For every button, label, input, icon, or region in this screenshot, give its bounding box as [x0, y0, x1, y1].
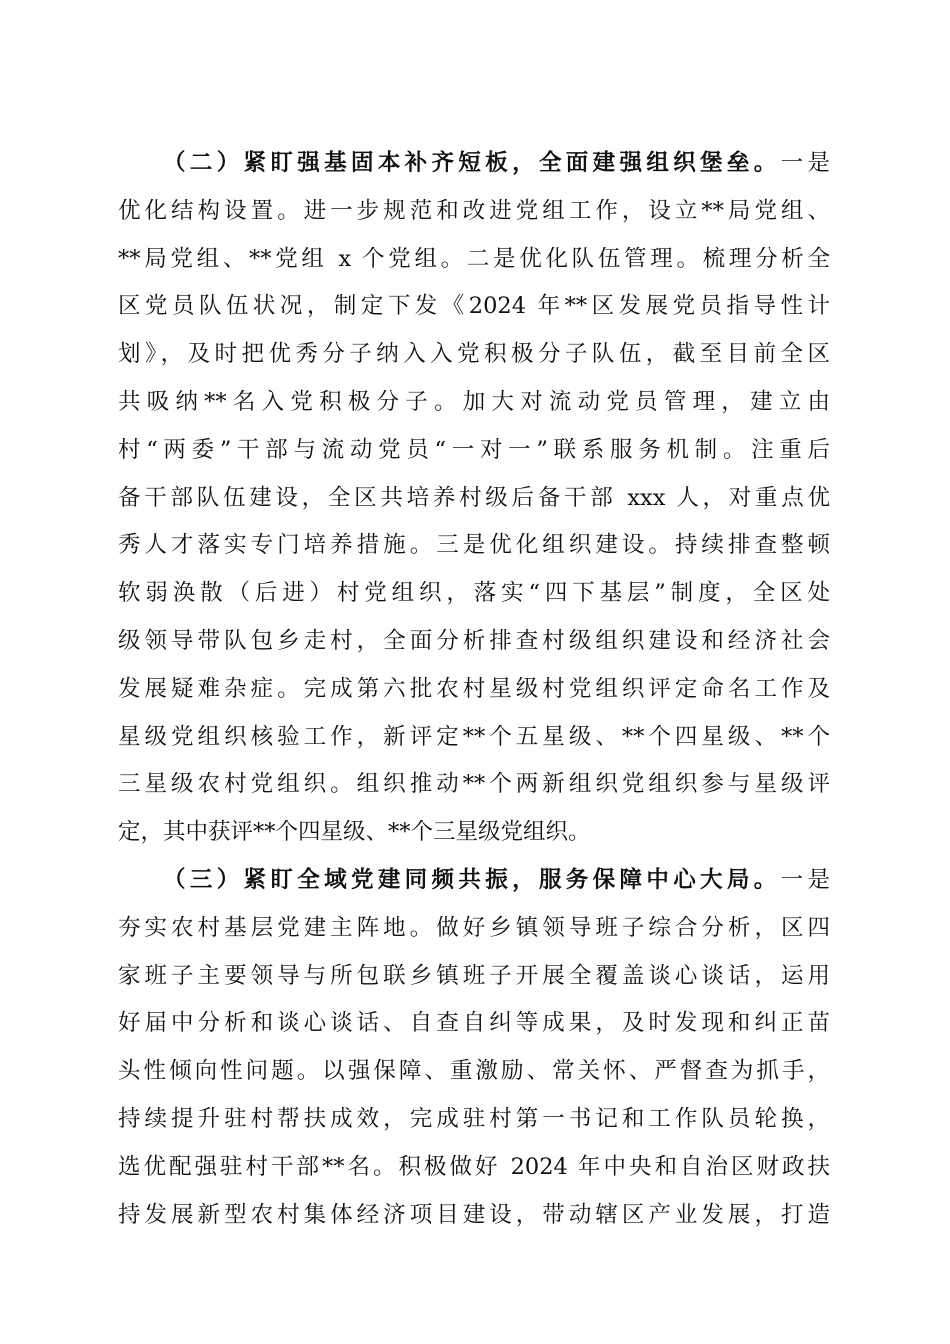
section-2-line-6: 村“两委”干部与流动党员“一对一”联系服务机制。注重后 — [118, 436, 830, 463]
section-2-line-3: 区党员队伍状况，制定下发《2024 年**区发展党员指导性计 — [118, 293, 830, 320]
section-2-line-12: 星级党组织核验工作，新评定**个五星级、**个四星级、**个 — [118, 723, 830, 750]
section-2-line-13: 三星级农村党组织。组织推动**个两新组织党组织参与星级评 — [118, 771, 830, 798]
section-2-heading: （二）紧盯强基固本补齐短板，全面建强组织堡垒。 — [163, 150, 781, 176]
section-2-line-7: 备干部队伍建设，全区共培养村级后备干部 xxx 人，对重点优 — [118, 484, 830, 511]
section-3-line-3: 好届中分析和谈心谈话、自查自纠等成果，及时发现和纠正苗 — [118, 1010, 830, 1037]
section-2-line-9: 软弱涣散（后进）村党组织，落实“四下基层”制度，全区处 — [118, 580, 830, 607]
section-3-line-4: 头性倾向性问题。以强保障、重激励、常关怀、严督查为抓手， — [118, 1058, 830, 1085]
section-2-line-8: 秀人才落实专门培养措施。三是优化组织建设。持续排查整顿 — [118, 532, 830, 559]
section-3-line-7: 持发展新型农村集体经济项目建设，带动辖区产业发展，打造 — [118, 1201, 830, 1228]
section-2-line-4: 划》，及时把优秀分子纳入入党积极分子队伍，截至目前全区 — [118, 341, 830, 368]
section-2-line-2: **局党组、**党组 x 个党组。二是优化队伍管理。梳理分析全 — [118, 245, 830, 272]
section-2-first-line — [118, 140, 830, 188]
section-2-line-14: 定，其中获评**个四星级、**个三星级党组织。 — [118, 819, 591, 846]
section-2-line-0: 一是 — [780, 150, 830, 176]
section-2-line-10: 级领导带队包乡走村，全面分析排查村级组织建设和经济社会 — [118, 627, 830, 654]
section-2-line-1: 优化结构设置。进一步规范和改进党组工作，设立**局党组、 — [118, 197, 830, 224]
document-page — [118, 140, 830, 1239]
section-3-first-line — [118, 857, 830, 905]
section-3-line-0: 一是 — [780, 866, 830, 893]
section-3-heading: （三）紧盯全域党建同频共振，服务保障中心大局。 — [163, 866, 781, 893]
section-3-line-5: 持续提升驻村帮扶成效，完成驻村第一书记和工作队员轮换， — [118, 1105, 830, 1132]
section-3-line-6: 选优配强驻村干部**名。积极做好 2024 年中央和自治区财政扶 — [118, 1153, 830, 1180]
section-2-line-11: 发展疑难杂症。完成第六批农村星级村党组织评定命名工作及 — [118, 675, 830, 702]
section-2-line-5: 共吸纳**名入党积极分子。加大对流动党员管理，建立由 — [118, 388, 830, 415]
section-3-line-2: 家班子主要领导与所包联乡镇班子开展全覆盖谈心谈话，运用 — [118, 962, 830, 989]
section-3-line-1: 夯实农村基层党建主阵地。做好乡镇领导班子综合分析，区四 — [118, 914, 830, 941]
